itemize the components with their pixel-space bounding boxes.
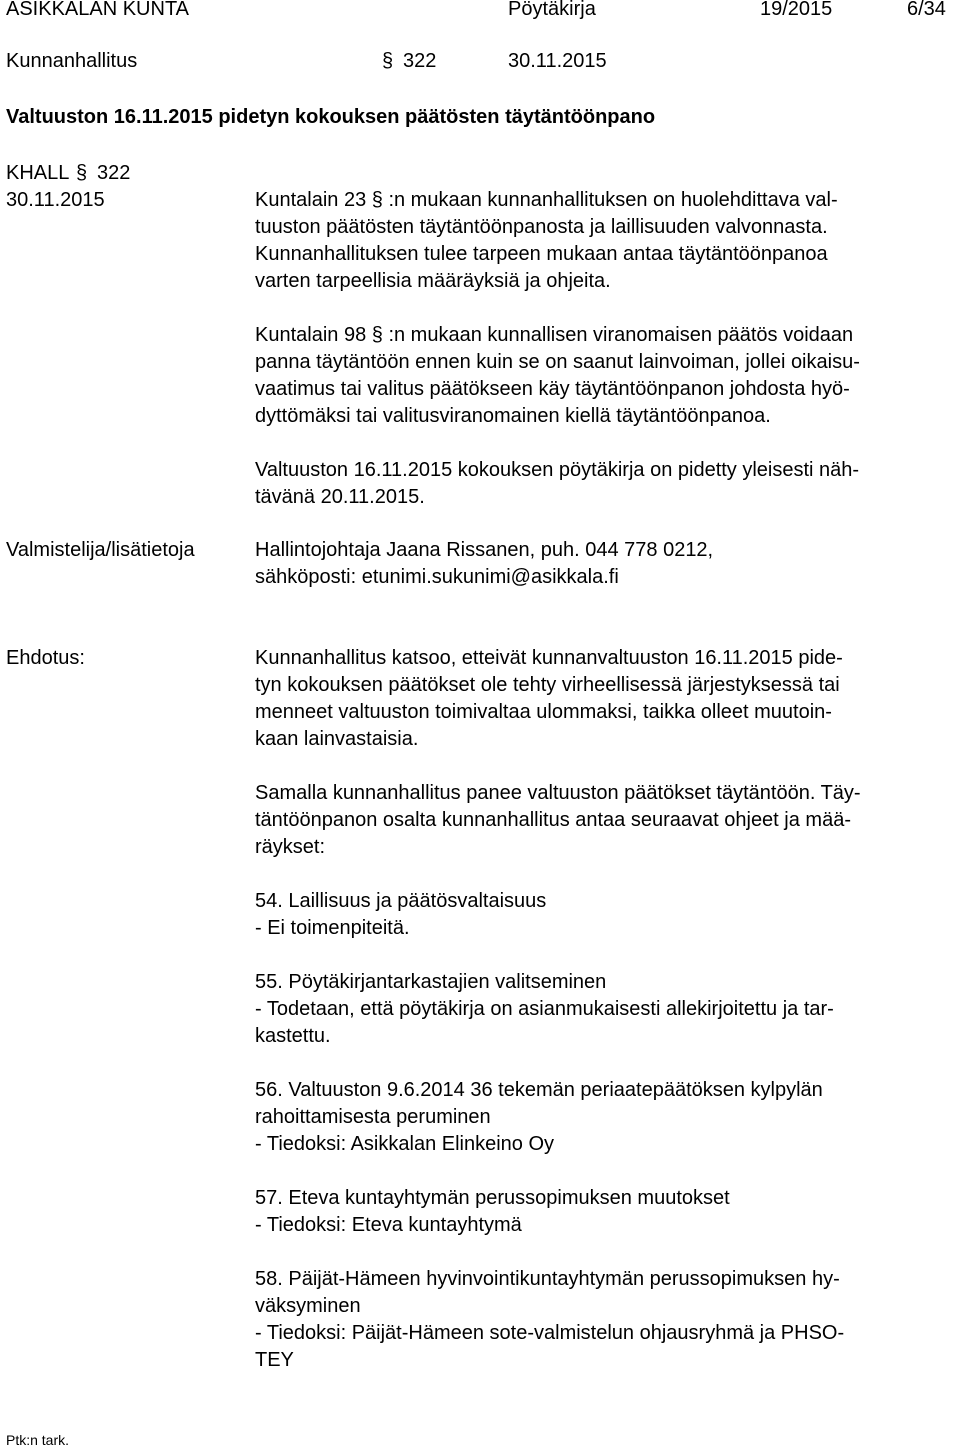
text-line: tuuston päätösten täytäntöönpanosta ja laillisuuden valvonnasta. [255, 216, 828, 238]
text-line: räykset: [255, 836, 326, 858]
text-line: Samalla kunnanhallitus panee valtuuston päätökset täytäntöön. Täy- [255, 782, 861, 804]
text-line: rahoittamisesta peruminen [255, 1106, 491, 1128]
preparer-label: Valmistelija/lisätietoja [6, 539, 195, 561]
text-line: Kuntalain 23 § :n mukaan kunnanhallituksen on huolehdittava val- [255, 189, 838, 211]
ref-number: 322 [97, 162, 131, 184]
paragraph [255, 780, 861, 861]
text-line: 58. Päijät-Hämeen hyvinvointikuntayhtymän perussopimuksen hy- [255, 1268, 840, 1290]
text-line: TEY [255, 1349, 294, 1371]
paragraph [255, 322, 860, 430]
text-line: Valtuuston 16.11.2015 kokouksen pöytäkirja on pidetty yleisesti näh- [255, 459, 860, 481]
text-line: sähköposti: etunimi.sukunimi@asikkala.fi [255, 566, 619, 588]
decision-item-56 [255, 1077, 861, 1158]
text-line: tyn kokouksen päätökset ole tehty virheellisessä järjestyksessä tai [255, 674, 840, 696]
decision-item-58 [255, 1266, 861, 1374]
text-line: vaatimus tai valitus päätökseen käy täytäntöönpanon johdosta hyö- [255, 378, 850, 400]
ref-date: 30.11.2015 [6, 189, 105, 211]
text-line: - Todetaan, että pöytäkirja on asianmukaisesti allekirjoitettu ja tar- [255, 998, 834, 1020]
text-line: 54. Laillisuus ja päätösvaltaisuus [255, 890, 547, 912]
text-line: kastettu. [255, 1025, 331, 1047]
text-line: tävänä 20.11.2015. [255, 486, 425, 508]
text-line: panna täytäntöön ennen kuin se on saanut lainvoiman, jollei oikaisu- [255, 351, 860, 373]
item-body [255, 187, 860, 511]
document-type: Pöytäkirja [508, 0, 596, 20]
decision-item-54 [255, 888, 861, 942]
body-name: Kunnanhallitus [6, 50, 138, 72]
proposal-body [255, 645, 861, 1374]
section-symbol: § [382, 50, 394, 72]
text-line: - Tiedoksi: Asikkalan Elinkeino Oy [255, 1133, 555, 1155]
text-line: Hallintojohtaja Jaana Rissanen, puh. 044 778 0212, [255, 539, 714, 561]
text-line: 55. Pöytäkirjantarkastajien valitseminen [255, 971, 607, 993]
text-line: kaan lainvastaisia. [255, 728, 419, 750]
municipality-name: ASIKKALAN KUNTA [6, 0, 190, 20]
text-line: Kunnanhallituksen tulee tarpeen mukaan antaa täytäntöönpanoa [255, 243, 828, 265]
paragraph [255, 187, 860, 295]
meeting-date: 30.11.2015 [508, 50, 607, 72]
preparer-info [255, 537, 713, 591]
initials-label: Ptk:n tark. [6, 1432, 70, 1448]
paragraph [255, 645, 861, 753]
decision-item-55 [255, 969, 861, 1050]
page-number: 6/34 [907, 0, 946, 20]
item-title: Valtuuston 16.11.2015 pidetyn kokouksen päätösten täytäntöönpano [6, 106, 656, 128]
section-number: 322 [403, 50, 437, 72]
text-line: - Tiedoksi: Päijät-Hämeen sote-valmistelun ohjausryhmä ja PHSO- [255, 1322, 845, 1344]
text-line: dyttömäksi tai valitusviranomainen kiellä täytäntöönpanoa. [255, 405, 771, 427]
text-line: Kuntalain 98 § :n mukaan kunnallisen viranomaisen päätös voidaan [255, 324, 854, 346]
paragraph [255, 457, 860, 511]
text-line: täntöönpanon osalta kunnanhallitus antaa seuraavat ohjeet ja mää- [255, 809, 851, 831]
ref-body: KHALL [6, 162, 70, 184]
text-line: varten tarpeellisia määräyksiä ja ohjeita. [255, 270, 611, 292]
text-line: Kunnanhallitus katsoo, etteivät kunnanvaltuuston 16.11.2015 pide- [255, 647, 843, 669]
decision-item-57 [255, 1185, 861, 1239]
ref-symbol: § [76, 162, 88, 184]
text-line: - Ei toimenpiteitä. [255, 917, 410, 939]
text-line: 56. Valtuuston 9.6.2014 36 tekemän periaatepäätöksen kylpylän [255, 1079, 823, 1101]
proposal-label: Ehdotus: [6, 647, 85, 669]
text-line: menneet valtuuston toimivaltaa ulommaksi, taikka olleet muutoin- [255, 701, 832, 723]
text-line: väksyminen [255, 1295, 361, 1317]
text-line: 57. Eteva kuntayhtymän perussopimuksen muutokset [255, 1187, 730, 1209]
document-number: 19/2015 [760, 0, 833, 20]
text-line: - Tiedoksi: Eteva kuntayhtymä [255, 1214, 522, 1236]
